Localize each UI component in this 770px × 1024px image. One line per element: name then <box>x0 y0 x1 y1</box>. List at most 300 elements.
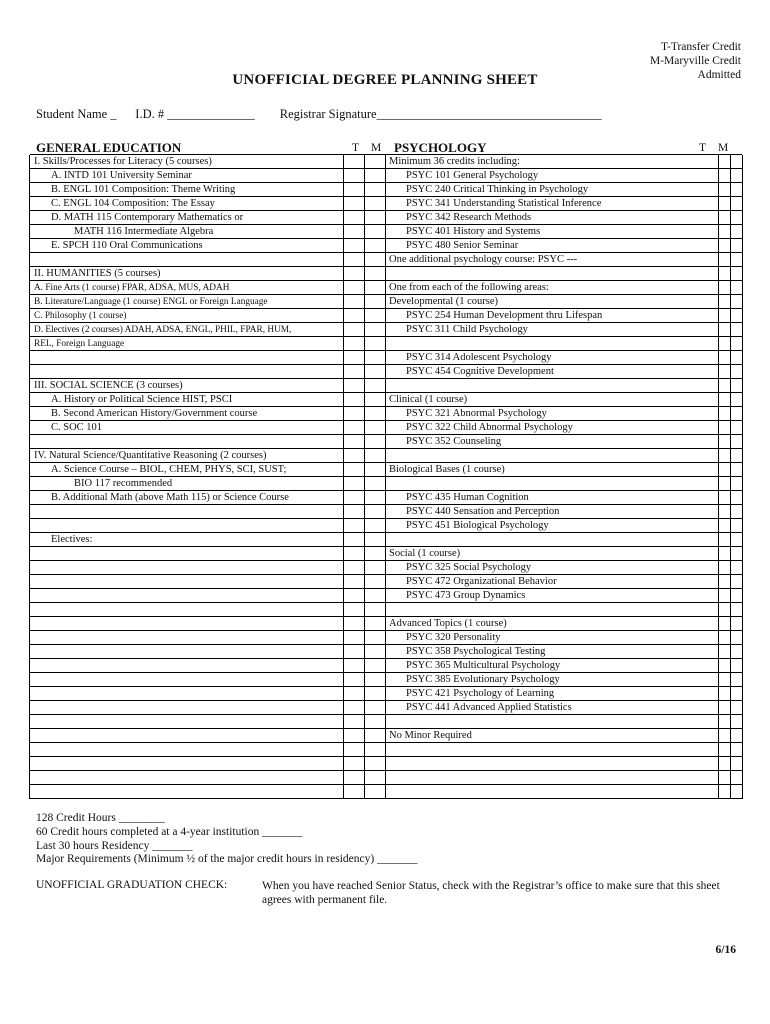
psych-t-cell[interactable] <box>722 561 728 575</box>
psych-m-cell[interactable] <box>734 687 740 701</box>
psych-m-cell[interactable] <box>734 631 740 645</box>
gen-ed-cell[interactable] <box>34 701 341 715</box>
psych-t-cell[interactable] <box>722 533 728 547</box>
gen-ed-m-cell[interactable] <box>368 239 383 253</box>
psych-t-cell[interactable] <box>722 645 728 659</box>
gen-ed-t-cell[interactable] <box>347 729 362 743</box>
gen-ed-m-cell[interactable] <box>368 323 383 337</box>
table-row <box>30 463 742 477</box>
table-row <box>30 169 742 183</box>
psych-t-cell[interactable] <box>722 589 728 603</box>
psych-m-cell[interactable] <box>734 197 740 211</box>
gen-ed-m-cell[interactable] <box>368 771 383 785</box>
psych-m-cell[interactable] <box>734 323 740 337</box>
gen-ed-t-cell[interactable] <box>347 533 362 547</box>
gen-ed-cell: A. Fine Arts (1 course) FPAR, ADSA, MUS, ADAH <box>34 283 230 293</box>
psych-m-cell[interactable] <box>734 659 740 673</box>
gen-ed-m-cell[interactable] <box>368 757 383 771</box>
gen-ed-t-cell[interactable] <box>347 771 362 785</box>
gen-ed-m-cell[interactable] <box>368 463 383 477</box>
gen-ed-cell[interactable] <box>34 603 341 617</box>
gen-ed-cell[interactable] <box>34 673 341 687</box>
table-row <box>30 505 742 519</box>
gen-ed-t-cell[interactable] <box>347 435 362 449</box>
gen-ed-cell[interactable] <box>34 687 341 701</box>
psych-m-header: M <box>718 142 729 154</box>
psych-t-cell[interactable] <box>722 617 728 631</box>
gen-ed-t-cell[interactable] <box>347 617 362 631</box>
table-row <box>30 729 742 743</box>
psych-m-cell[interactable] <box>734 281 740 295</box>
gen-ed-cell[interactable] <box>34 715 341 729</box>
gen-ed-m-cell[interactable] <box>368 519 383 533</box>
page-title: UNOFFICIAL DEGREE PLANNING SHEET <box>232 72 538 88</box>
psych-m-cell[interactable] <box>734 295 740 309</box>
table-row <box>30 309 742 323</box>
gen-ed-t-cell[interactable] <box>347 561 362 575</box>
gen-ed-m-cell[interactable] <box>368 505 383 519</box>
gen-ed-cell[interactable] <box>34 547 341 561</box>
table-row <box>30 547 742 561</box>
gen-ed-t-cell[interactable] <box>347 715 362 729</box>
psych-cell[interactable] <box>389 757 716 771</box>
gen-ed-t-cell[interactable] <box>347 463 362 477</box>
gen-ed-t-cell[interactable] <box>347 197 362 211</box>
gen-ed-m-cell[interactable] <box>368 169 383 183</box>
psych-t-cell[interactable] <box>722 211 728 225</box>
psych-t-cell[interactable] <box>722 771 728 785</box>
column-divider <box>385 155 386 798</box>
psych-cell: PSYC 365 Multicultural Psychology <box>406 660 561 671</box>
psych-m-cell[interactable] <box>734 239 740 253</box>
psych-m-cell[interactable] <box>734 561 740 575</box>
gen-ed-cell: BIO 117 recommended <box>74 478 173 489</box>
table-row <box>30 421 742 435</box>
psych-cell: No Minor Required <box>389 730 472 741</box>
table-row <box>30 477 742 491</box>
legend-transfer: T-Transfer Credit <box>661 41 741 53</box>
table-row <box>30 659 742 673</box>
psych-m-cell[interactable] <box>734 449 740 463</box>
psych-cell: Advanced Topics (1 course) <box>389 618 507 629</box>
gen-ed-m-cell[interactable] <box>368 715 383 729</box>
gen-ed-t-cell[interactable] <box>347 211 362 225</box>
psych-cell <box>389 603 716 617</box>
grad-check-text: When you have reached Senior Status, check with the Registrar’s office to make sure that this sheet agrees with permanent file. <box>262 880 720 906</box>
gen-ed-m-cell[interactable] <box>368 617 383 631</box>
psych-m-cell[interactable] <box>734 645 740 659</box>
psych-t-cell[interactable] <box>722 701 728 715</box>
psych-m-cell[interactable] <box>734 421 740 435</box>
gen-ed-t-cell[interactable] <box>347 169 362 183</box>
gen-ed-cell <box>34 253 341 267</box>
gen-ed-cell[interactable] <box>34 729 341 743</box>
psych-m-cell[interactable] <box>734 575 740 589</box>
gen-ed-cell: B. ENGL 101 Composition: Theme Writing <box>51 184 236 195</box>
gen-ed-cell: D. Electives (2 courses) ADAH, ADSA, ENGL, PHIL, FPAR, HUM, <box>34 325 292 335</box>
psych-cell: PSYC 472 Organizational Behavior <box>406 576 557 587</box>
gen-ed-t-cell[interactable] <box>347 505 362 519</box>
gen-ed-t-cell[interactable] <box>347 701 362 715</box>
gen-ed-t-cell[interactable] <box>347 785 362 799</box>
gen-ed-t-cell[interactable] <box>347 575 362 589</box>
page-number: 6/16 <box>715 944 736 956</box>
psych-t-cell[interactable] <box>722 239 728 253</box>
psych-m-cell[interactable] <box>734 253 740 267</box>
psych-m-cell[interactable] <box>734 407 740 421</box>
gen-ed-cell: D. MATH 115 Contemporary Mathematics or <box>51 212 244 223</box>
psych-m-cell[interactable] <box>734 351 740 365</box>
psych-t-cell[interactable] <box>722 225 728 239</box>
psych-t-cell[interactable] <box>722 365 728 379</box>
psych-m-cell[interactable] <box>734 337 740 351</box>
gen-ed-m-cell[interactable] <box>368 365 383 379</box>
gen-ed-m-cell[interactable] <box>368 729 383 743</box>
gen-ed-m-cell[interactable] <box>368 337 383 351</box>
psych-cell: PSYC 311 Child Psychology <box>406 324 528 335</box>
gen-ed-m-cell[interactable] <box>368 575 383 589</box>
gen-ed-m-cell[interactable] <box>368 743 383 757</box>
gen-ed-cell: III. SOCIAL SCIENCE (3 courses) <box>34 380 183 391</box>
gen-ed-cell: C. ENGL 104 Composition: The Essay <box>51 198 215 209</box>
psych-m-cell[interactable] <box>734 491 740 505</box>
gen-ed-m-cell[interactable] <box>368 295 383 309</box>
psych-cell: Developmental (1 course) <box>389 296 499 307</box>
gen-ed-m-cell[interactable] <box>368 673 383 687</box>
psych-header: PSYCHOLOGY <box>394 140 487 155</box>
gen-ed-m-cell[interactable] <box>368 421 383 435</box>
psych-m-cell[interactable] <box>734 435 740 449</box>
psych-t-cell[interactable] <box>722 337 728 351</box>
gen-ed-cell: A. INTD 101 University Seminar <box>51 170 192 181</box>
psych-cell: PSYC 421 Psychology of Learning <box>406 688 555 699</box>
table-row <box>30 743 742 757</box>
gen-ed-t-cell[interactable] <box>347 309 362 323</box>
gen-ed-m-cell[interactable] <box>368 659 383 673</box>
table-row <box>30 351 742 365</box>
gen-ed-t-cell[interactable] <box>347 295 362 309</box>
table-row <box>30 715 742 729</box>
psych-cell: PSYC 454 Cognitive Development <box>406 366 554 377</box>
gen-ed-m-cell[interactable] <box>368 449 383 463</box>
gen-ed-t-cell[interactable] <box>347 603 362 617</box>
table-row <box>30 323 742 337</box>
table-row <box>30 365 742 379</box>
psych-t-cell[interactable] <box>722 519 728 533</box>
gen-ed-cell[interactable] <box>34 785 341 799</box>
psych-cell <box>389 337 716 351</box>
psych-t-cell[interactable] <box>722 505 728 519</box>
psych-t-cell[interactable] <box>722 351 728 365</box>
psych-m-cell[interactable] <box>734 309 740 323</box>
gen-ed-t-cell[interactable] <box>347 673 362 687</box>
table-row <box>30 197 742 211</box>
gen-ed-m-cell[interactable] <box>368 603 383 617</box>
psych-m-cell[interactable] <box>734 393 740 407</box>
psych-m-cell[interactable] <box>734 771 740 785</box>
table-row <box>30 701 742 715</box>
psych-cell[interactable] <box>389 771 716 785</box>
gen-ed-m-cell[interactable] <box>368 309 383 323</box>
gen-ed-cell[interactable] <box>34 575 341 589</box>
gen-ed-cell[interactable] <box>34 659 341 673</box>
gen-ed-t-cell[interactable] <box>347 589 362 603</box>
gen-ed-m-cell[interactable] <box>368 351 383 365</box>
psych-t-cell[interactable] <box>722 477 728 491</box>
psych-m-cell[interactable] <box>734 267 740 281</box>
table-row <box>30 533 742 547</box>
psych-cell: PSYC 401 History and Systems <box>406 226 541 237</box>
gen-ed-m-cell[interactable] <box>368 785 383 799</box>
psych-cell: PSYC 352 Counseling <box>406 436 502 447</box>
gen-ed-t-cell[interactable] <box>347 365 362 379</box>
gen-ed-t-cell[interactable] <box>347 743 362 757</box>
student-id-line: Student Name _ I.D. # ______________ Registrar Signature____________________________________ <box>36 107 602 121</box>
psych-t-cell[interactable] <box>722 743 728 757</box>
psych-t-cell[interactable] <box>722 757 728 771</box>
psych-t-cell[interactable] <box>722 183 728 197</box>
column-divider <box>364 155 365 798</box>
psych-t-cell[interactable] <box>722 673 728 687</box>
table-row <box>30 645 742 659</box>
psych-cell <box>389 267 716 281</box>
psych-cell <box>389 477 716 491</box>
gen-ed-cell: B. Additional Math (above Math 115) or Science Course <box>51 492 289 503</box>
gen-ed-m-cell[interactable] <box>368 631 383 645</box>
gen-ed-cell[interactable] <box>34 757 341 771</box>
psych-t-cell[interactable] <box>722 603 728 617</box>
four-year-credits: 60 Credit hours completed at a 4-year institution _______ <box>36 825 303 838</box>
psych-t-cell[interactable] <box>722 253 728 267</box>
psych-t-cell[interactable] <box>722 785 728 799</box>
psych-m-cell[interactable] <box>734 715 740 729</box>
psych-m-cell[interactable] <box>734 533 740 547</box>
psych-cell[interactable] <box>389 785 716 799</box>
psych-m-cell[interactable] <box>734 785 740 799</box>
psych-t-cell[interactable] <box>722 379 728 393</box>
psych-t-cell[interactable] <box>722 463 728 477</box>
gen-ed-cell[interactable] <box>34 645 341 659</box>
gen-ed-t-cell[interactable] <box>347 323 362 337</box>
psych-cell: PSYC 342 Research Methods <box>406 212 532 223</box>
psych-m-cell[interactable] <box>734 589 740 603</box>
psych-m-cell[interactable] <box>734 673 740 687</box>
psych-t-cell[interactable] <box>722 309 728 323</box>
column-divider <box>718 155 719 798</box>
psych-m-cell[interactable] <box>734 743 740 757</box>
gen-ed-t-cell[interactable] <box>347 379 362 393</box>
gen-ed-m-cell[interactable] <box>368 267 383 281</box>
gen-ed-t-cell[interactable] <box>347 491 362 505</box>
psych-t-cell[interactable] <box>722 393 728 407</box>
gen-ed-cell <box>34 435 341 449</box>
psych-t-header: T <box>699 142 707 154</box>
psych-m-cell[interactable] <box>734 701 740 715</box>
psych-m-cell[interactable] <box>734 505 740 519</box>
psych-m-cell[interactable] <box>734 603 740 617</box>
gen-ed-m-cell[interactable] <box>368 547 383 561</box>
psych-cell: PSYC 254 Human Development thru Lifespan <box>406 310 603 321</box>
gen-ed-t-cell[interactable] <box>347 407 362 421</box>
gen-ed-cell <box>34 505 341 519</box>
psych-m-cell[interactable] <box>734 225 740 239</box>
psych-m-cell[interactable] <box>734 463 740 477</box>
psych-m-cell[interactable] <box>734 183 740 197</box>
psych-cell: PSYC 101 General Psychology <box>406 170 539 181</box>
table-row <box>30 785 742 799</box>
gen-ed-t-cell[interactable] <box>347 645 362 659</box>
gen-ed-cell: E. SPCH 110 Oral Communications <box>51 240 203 251</box>
psych-cell: PSYC 358 Psychological Testing <box>406 646 546 657</box>
psych-cell[interactable] <box>389 743 716 757</box>
gen-ed-cell: A. Science Course – BIOL, CHEM, PHYS, SCI, SUST; <box>51 464 287 475</box>
gen-ed-t-cell[interactable] <box>347 757 362 771</box>
gen-ed-t-cell[interactable] <box>347 155 362 169</box>
gen-ed-m-cell[interactable] <box>368 561 383 575</box>
psych-m-cell[interactable] <box>734 617 740 631</box>
psych-t-cell[interactable] <box>722 169 728 183</box>
gen-ed-cell[interactable] <box>34 561 341 575</box>
psych-cell: PSYC 341 Understanding Statistical Inference <box>406 198 602 209</box>
gen-ed-header: GENERAL EDUCATION <box>36 140 182 155</box>
table-row <box>30 617 742 631</box>
psych-t-cell[interactable] <box>722 323 728 337</box>
gen-ed-cell: I. Skills/Processes for Literacy (5 courses) <box>34 156 212 167</box>
gen-ed-t-cell[interactable] <box>347 421 362 435</box>
psych-t-cell[interactable] <box>722 281 728 295</box>
table-row <box>30 603 742 617</box>
grad-check-label: UNOFFICIAL GRADUATION CHECK: <box>36 879 228 891</box>
psych-t-cell[interactable] <box>722 575 728 589</box>
major-residency: Major Requirements (Minimum ½ of the major credit hours in residency) _______ <box>36 853 418 866</box>
psych-m-cell[interactable] <box>734 547 740 561</box>
gen-ed-cell[interactable] <box>34 771 341 785</box>
psych-t-cell[interactable] <box>722 659 728 673</box>
gen-ed-cell: REL, Foreign Language <box>34 339 125 349</box>
gen-ed-m-cell[interactable] <box>368 477 383 491</box>
gen-ed-t-cell[interactable] <box>347 477 362 491</box>
table-row <box>30 757 742 771</box>
psych-t-cell[interactable] <box>722 715 728 729</box>
credit-requirements <box>36 812 417 867</box>
gen-ed-cell: II. HUMANITIES (5 courses) <box>34 268 161 279</box>
gen-ed-m-cell[interactable] <box>368 533 383 547</box>
gen-ed-m-cell[interactable] <box>368 435 383 449</box>
gen-ed-t-cell[interactable] <box>347 281 362 295</box>
gen-ed-cell: C. SOC 101 <box>51 422 103 433</box>
gen-ed-t-cell[interactable] <box>347 239 362 253</box>
psych-m-cell[interactable] <box>734 477 740 491</box>
psych-cell: PSYC 322 Child Abnormal Psychology <box>406 422 573 433</box>
psych-t-cell[interactable] <box>722 197 728 211</box>
psych-t-cell[interactable] <box>722 491 728 505</box>
gen-ed-t-cell[interactable] <box>347 547 362 561</box>
psych-t-cell[interactable] <box>722 449 728 463</box>
psych-m-cell[interactable] <box>734 169 740 183</box>
gen-ed-m-cell[interactable] <box>368 253 383 267</box>
table-row <box>30 589 742 603</box>
gen-ed-t-cell[interactable] <box>347 659 362 673</box>
psych-m-cell[interactable] <box>734 211 740 225</box>
gen-ed-t-cell[interactable] <box>347 183 362 197</box>
gen-ed-m-cell[interactable] <box>368 183 383 197</box>
gen-ed-m-cell[interactable] <box>368 197 383 211</box>
gen-ed-t-cell[interactable] <box>347 225 362 239</box>
psych-m-cell[interactable] <box>734 757 740 771</box>
psych-cell: PSYC 440 Sensation and Perception <box>406 506 560 517</box>
gen-ed-cell[interactable] <box>34 743 341 757</box>
gen-ed-m-cell[interactable] <box>368 225 383 239</box>
psych-t-cell[interactable] <box>722 407 728 421</box>
table-row <box>30 491 742 505</box>
gen-ed-m-cell[interactable] <box>368 407 383 421</box>
gen-ed-t-cell[interactable] <box>347 267 362 281</box>
gen-ed-t-cell[interactable] <box>347 253 362 267</box>
gen-ed-m-cell[interactable] <box>368 379 383 393</box>
psych-m-cell[interactable] <box>734 365 740 379</box>
gen-ed-t-cell[interactable] <box>347 631 362 645</box>
gen-ed-t-cell[interactable] <box>347 687 362 701</box>
table-row <box>30 771 742 785</box>
psych-t-cell[interactable] <box>722 421 728 435</box>
gen-ed-t-cell[interactable] <box>347 393 362 407</box>
gen-ed-m-cell[interactable] <box>368 645 383 659</box>
psych-t-cell[interactable] <box>722 687 728 701</box>
psych-t-cell[interactable] <box>722 267 728 281</box>
psych-m-cell[interactable] <box>734 519 740 533</box>
psych-cell: PSYC 325 Social Psychology <box>406 562 532 573</box>
gen-ed-m-cell[interactable] <box>368 393 383 407</box>
psych-t-cell[interactable] <box>722 295 728 309</box>
gen-ed-m-cell[interactable] <box>368 701 383 715</box>
gen-ed-m-cell[interactable] <box>368 155 383 169</box>
psych-t-cell[interactable] <box>722 155 728 169</box>
psych-t-cell[interactable] <box>722 547 728 561</box>
gen-ed-cell <box>34 365 341 379</box>
gen-ed-cell[interactable] <box>34 631 341 645</box>
psych-m-cell[interactable] <box>734 379 740 393</box>
table-row <box>30 183 742 197</box>
table-row <box>30 337 742 351</box>
gen-ed-m-cell[interactable] <box>368 589 383 603</box>
gen-ed-t-cell[interactable] <box>347 519 362 533</box>
gen-ed-t-cell[interactable] <box>347 449 362 463</box>
gen-ed-m-cell[interactable] <box>368 491 383 505</box>
psych-m-cell[interactable] <box>734 155 740 169</box>
gen-ed-m-cell[interactable] <box>368 687 383 701</box>
psych-cell <box>389 533 716 547</box>
gen-ed-cell: IV. Natural Science/Quantitative Reasoning (2 courses) <box>34 450 267 461</box>
psych-m-cell[interactable] <box>734 729 740 743</box>
column-divider <box>730 155 731 798</box>
table-row <box>30 379 742 393</box>
psych-cell: Clinical (1 course) <box>389 394 468 405</box>
psych-t-cell[interactable] <box>722 729 728 743</box>
gen-ed-m-cell[interactable] <box>368 281 383 295</box>
gen-ed-cell[interactable] <box>34 617 341 631</box>
gen-ed-cell[interactable] <box>34 589 341 603</box>
psych-t-cell[interactable] <box>722 435 728 449</box>
gen-ed-t-cell[interactable] <box>347 337 362 351</box>
table-row <box>30 393 742 407</box>
table-row <box>30 561 742 575</box>
gen-ed-m-cell[interactable] <box>368 211 383 225</box>
psych-t-cell[interactable] <box>722 631 728 645</box>
table-row <box>30 267 742 281</box>
psych-cell: PSYC 385 Evolutionary Psychology <box>406 674 560 685</box>
psych-cell: Social (1 course) <box>389 548 461 559</box>
gen-ed-t-cell[interactable] <box>347 351 362 365</box>
